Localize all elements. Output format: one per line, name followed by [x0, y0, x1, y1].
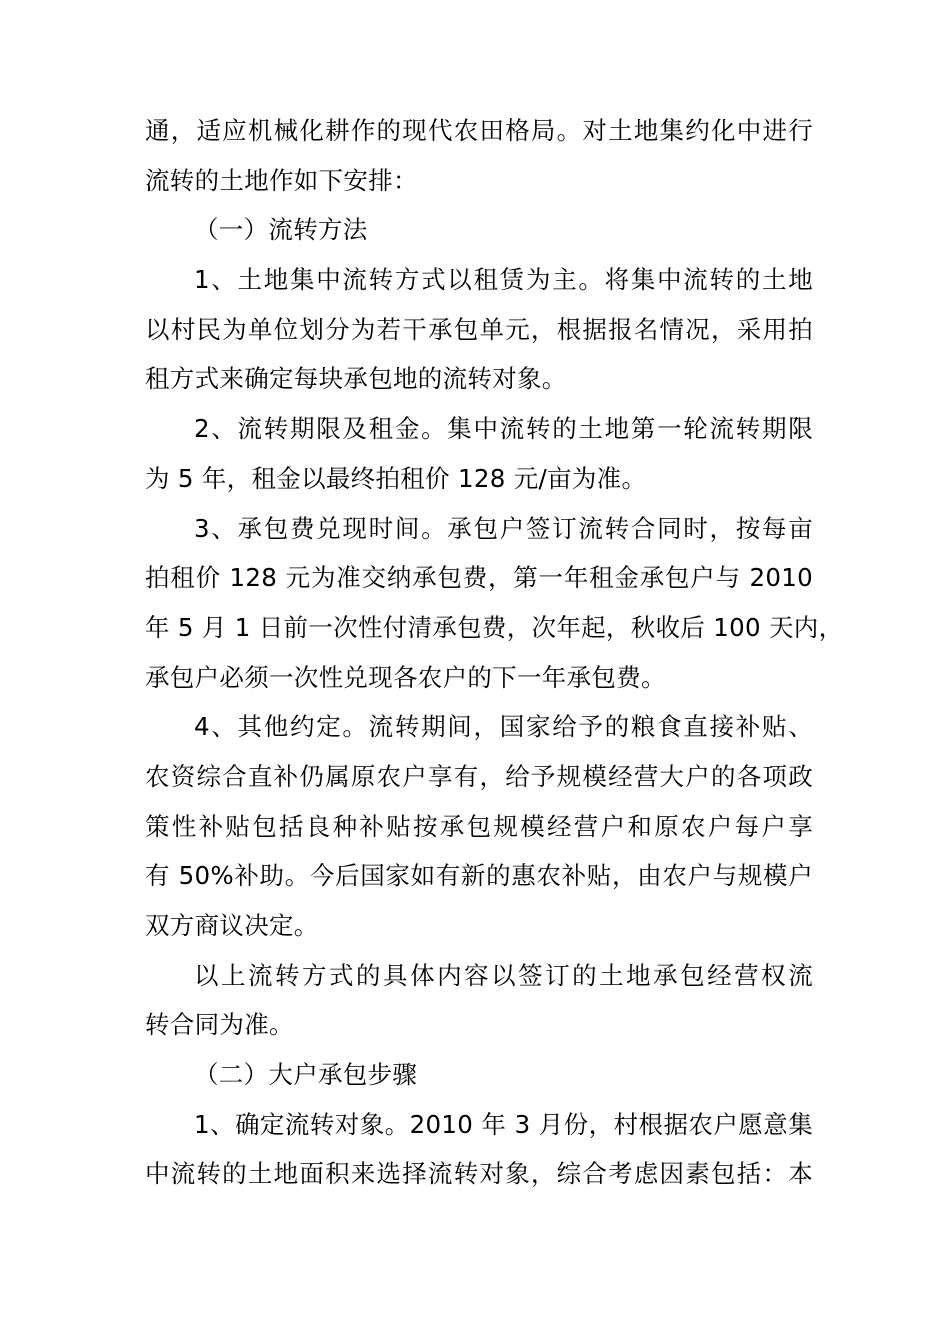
text-line: 有 50%补助。今后国家如有新的惠农补贴，由农户与规模户: [145, 861, 813, 891]
text-line: 租方式来确定每块承包地的流转对象。: [145, 364, 567, 394]
text-line: 转合同为准。: [145, 1010, 294, 1040]
text-line: 流转的土地作如下安排：: [145, 165, 418, 195]
paragraph-start: 2、流转期限及租金。集中流转的土地第一轮流转期限: [194, 414, 813, 444]
text-line: 拍租价 128 元为准交纳承包费，第一年租金承包户与 2010: [145, 563, 813, 593]
text-line: 以村民为单位划分为若干承包单元，根据报名情况，采用拍: [145, 314, 813, 344]
section-heading: （二）大户承包步骤: [194, 1060, 418, 1090]
text-line: 为 5 年，租金以最终拍租价 128 元/亩为准。: [145, 463, 647, 493]
text-line: 双方商议决定。: [145, 911, 319, 940]
paragraph-start: 3、承包费兑现时间。承包户签订流转合同时，按每亩: [194, 513, 813, 543]
paragraph-start: 1、土地集中流转方式以租赁为主。将集中流转的土地: [194, 265, 813, 295]
text-line: 策性补贴包括良种补贴按承包规模经营户和原农户每户享: [145, 811, 813, 841]
text-line: 农资综合直补仍属原农户享有，给予规模经营大户的各项政: [145, 761, 813, 791]
text-line: 年 5 月 1 日前一次性付清承包费，次年起，秋收后 100 天内，: [145, 612, 844, 642]
paragraph-start: 1、确定流转对象。2010 年 3 月份，村根据农户愿意集: [194, 1109, 813, 1139]
paragraph-start: 以上流转方式的具体内容以签订的土地承包经营权流: [194, 960, 813, 990]
text-line: 中流转的土地面积来选择流转对象，综合考虑因素包括：本: [145, 1159, 813, 1189]
document-body: [145, 106, 844, 1199]
paragraph-start: 4、其他约定。流转期间，国家给予的粮食直接补贴、: [194, 712, 813, 742]
text-line: 承包户必须一次性兑现各农户的下一年承包费。: [145, 662, 666, 692]
text-line: 通，适应机械化耕作的现代农田格局。对土地集约化中进行: [145, 116, 813, 145]
section-heading: （一）流转方法: [194, 215, 368, 245]
